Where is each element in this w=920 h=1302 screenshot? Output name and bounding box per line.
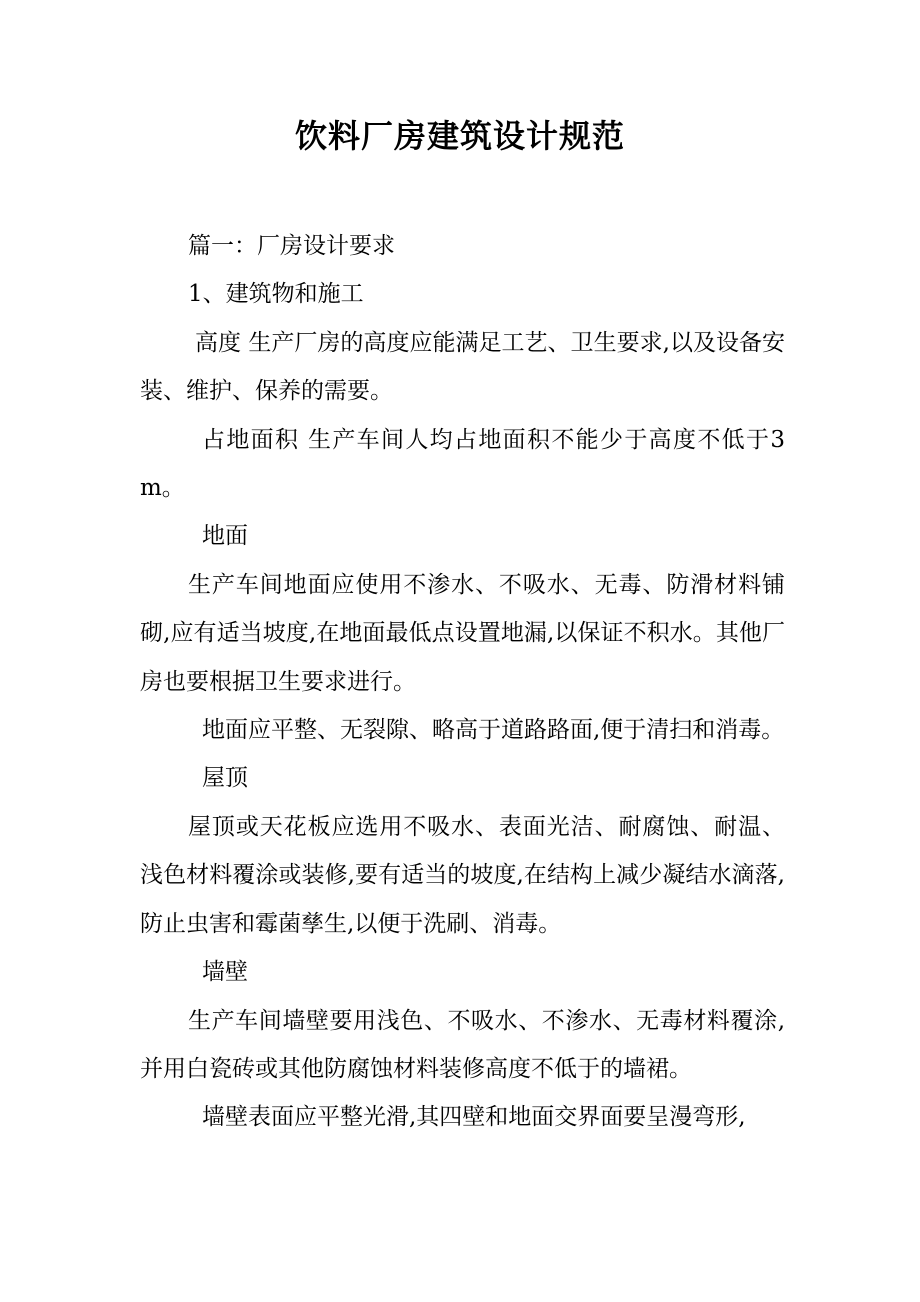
section-heading: 篇一：厂房设计要求 [188,233,395,259]
document-title: 饮料厂房建筑设计规范 [294,117,625,155]
subsection-heading: 1、建筑物和施工 [188,281,364,308]
document-body [140,222,785,1142]
paragraph-floor-flatness: 地面应平整、无裂隙、略高于道路路面,便于清扫和消毒。 [202,717,785,744]
heading-wall: 墙壁 [202,959,248,986]
paragraph-height: 高度 生产厂房的高度应能满足工艺、卫生要求,以及设备安装、维护、保养的需要。 [140,329,785,405]
paragraph-wall-surface: 墙壁表面应平整光滑,其四壁和地面交界面要呈漫弯形, [202,1104,746,1131]
paragraph-floor-area: 占地面积 生产车间人均占地面积不能少于高度不低于3m。 [140,426,785,502]
heading-floor: 地面 [202,523,248,550]
paragraph-floor-material: 生产车间地面应使用不渗水、不吸水、无毒、防滑材料铺砌,应有适当坡度,在地面最低点设置地漏,以保证不积水。其他厂房也要根据卫生要求进行。 [140,571,785,695]
paragraph-roof: 屋顶或天花板应选用不吸水、表面光洁、耐腐蚀、耐温、浅色材料覆涂或装修,要有适当的坡度,在结构上减少凝结水滴落,防止虫害和霉菌孳生,以便于洗刷、消毒。 [140,813,785,937]
paragraph-wall-material: 生产车间墙壁要用浅色、不吸水、不渗水、无毒材料覆涂,并用白瓷砖或其他防腐蚀材料装修高度不低于的墙裙。 [140,1007,785,1082]
heading-roof: 屋顶 [202,765,248,792]
